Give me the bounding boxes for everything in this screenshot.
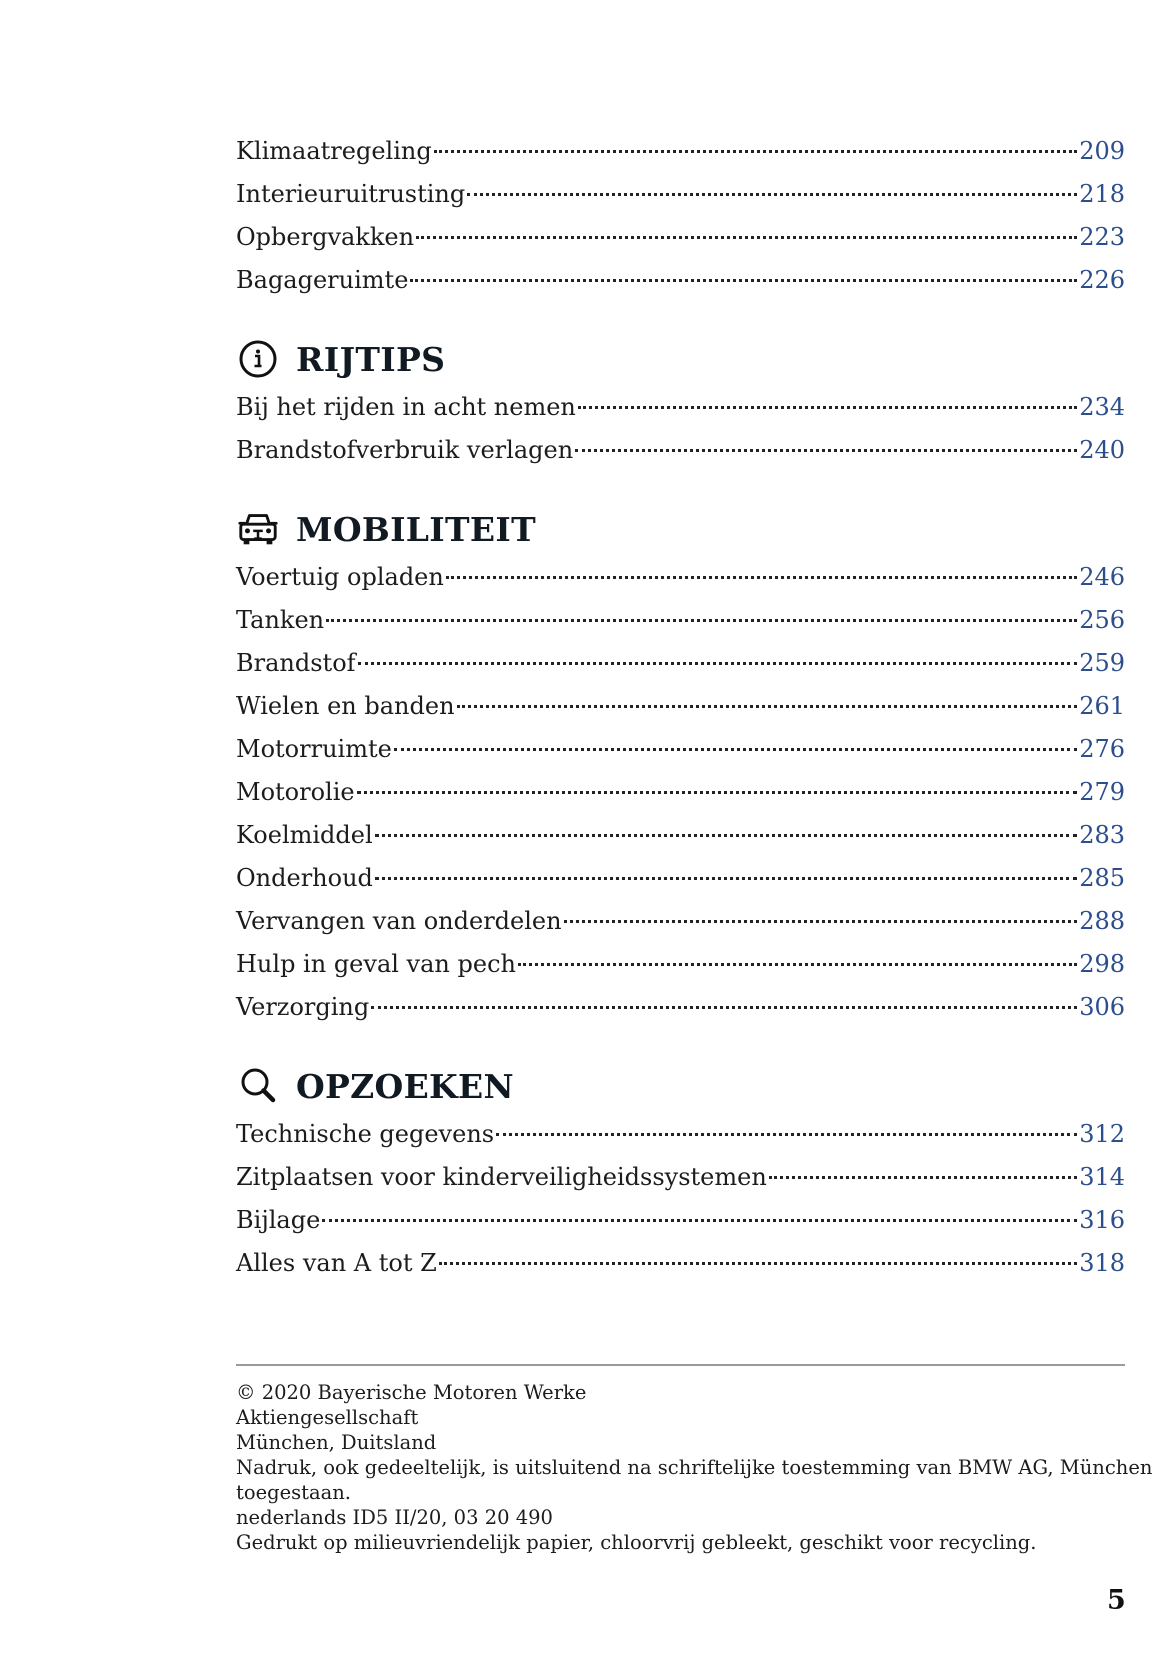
toc-entry-page-link[interactable]: 226 — [1079, 266, 1125, 294]
toc-entry-title: Vervangen van onderdelen — [236, 907, 562, 935]
dot-leader — [439, 1262, 1077, 1265]
section-heading[interactable] — [236, 504, 1125, 554]
toc-section-rijtips — [236, 334, 1125, 472]
imprint-location: München, Duitsland — [236, 1431, 437, 1454]
dot-leader — [578, 406, 1077, 409]
toc-entry-title: Brandstofverbruik verlagen — [236, 436, 574, 464]
dot-leader — [769, 1176, 1077, 1179]
toc-entry-title: Opbergvakken — [236, 223, 415, 251]
dot-leader — [416, 236, 1077, 239]
toc-entry-title: Motorolie — [236, 778, 355, 806]
toc-entry-page-link[interactable]: 288 — [1079, 907, 1125, 935]
section-heading[interactable] — [236, 334, 1125, 384]
imprint-copyright: © 2020 Bayerische Motoren Werke — [236, 1381, 587, 1404]
section-heading[interactable] — [236, 1061, 1125, 1111]
toc-entry[interactable] — [236, 771, 1125, 814]
toc-entry[interactable] — [236, 814, 1125, 857]
toc-entry-page-link[interactable]: 314 — [1079, 1163, 1125, 1191]
dot-leader — [467, 193, 1077, 196]
toc-entry-title: Bijlage — [236, 1206, 321, 1234]
toc-entry[interactable] — [236, 259, 1125, 302]
toc-entry[interactable] — [236, 1156, 1125, 1199]
toc-entry[interactable] — [236, 386, 1125, 429]
toc-entry[interactable] — [236, 685, 1125, 728]
toc-entry-page-link[interactable]: 318 — [1079, 1249, 1125, 1277]
toc-entry-page-link[interactable]: 218 — [1079, 180, 1125, 208]
toc-entry[interactable] — [236, 728, 1125, 771]
toc-entry[interactable] — [236, 986, 1125, 1029]
toc-entry-page-link[interactable]: 209 — [1079, 137, 1125, 165]
dot-leader — [322, 1219, 1077, 1222]
toc-section-mobiliteit — [236, 504, 1125, 1029]
dot-leader — [371, 1006, 1077, 1009]
toc-top-entries — [236, 130, 1125, 302]
page-number: 5 — [1107, 1585, 1126, 1616]
toc-entry-title: Klimaatregeling — [236, 137, 432, 165]
toc-entry-page-link[interactable]: 223 — [1079, 223, 1125, 251]
toc-entry[interactable] — [236, 1242, 1125, 1285]
dot-leader — [358, 662, 1078, 665]
section-title: RIJTIPS — [296, 339, 446, 379]
toc-entry-page-link[interactable]: 285 — [1079, 864, 1125, 892]
toc-entry-title: Bij het rijden in acht nemen — [236, 393, 576, 421]
imprint-company: Aktiengesellschaft — [236, 1406, 419, 1429]
toc-entry-page-link[interactable]: 283 — [1079, 821, 1125, 849]
table-of-contents — [236, 130, 1125, 1285]
toc-entry-page-link[interactable]: 306 — [1079, 993, 1125, 1021]
toc-entry-page-link[interactable]: 279 — [1079, 778, 1125, 806]
toc-entry-title: Tanken — [236, 606, 325, 634]
dot-leader — [434, 150, 1077, 153]
toc-entry-title: Voertuig opladen — [236, 563, 444, 591]
section-title: OPZOEKEN — [296, 1066, 514, 1106]
toc-entry-title: Hulp in geval van pech — [236, 950, 516, 978]
dot-leader — [446, 576, 1077, 579]
imprint-edition: nederlands ID5 II/20, 03 20 490 — [236, 1506, 553, 1529]
dot-leader — [326, 619, 1077, 622]
dot-leader — [457, 705, 1078, 708]
toc-entry[interactable] — [236, 173, 1125, 216]
toc-entry-title: Motorruimte — [236, 735, 392, 763]
dot-leader — [575, 449, 1077, 452]
imprint-reprint-notice-cont: toegestaan. — [236, 1481, 351, 1504]
toc-entry-title: Interieuruitrusting — [236, 180, 466, 208]
toc-entry-page-link[interactable]: 312 — [1079, 1120, 1125, 1148]
toc-entry[interactable] — [236, 216, 1125, 259]
toc-entry[interactable] — [236, 429, 1125, 472]
toc-entry-page-link[interactable]: 259 — [1079, 649, 1125, 677]
toc-entry-title: Technische gegevens — [236, 1120, 495, 1148]
toc-entry-page-link[interactable]: 234 — [1079, 393, 1125, 421]
dot-leader — [410, 279, 1077, 282]
toc-entry-page-link[interactable]: 316 — [1079, 1206, 1125, 1234]
toc-entry-title: Bagageruimte — [236, 266, 409, 294]
dot-leader — [394, 748, 1077, 751]
toc-section-opzoeken — [236, 1061, 1125, 1285]
info-circle-icon — [236, 337, 280, 381]
dot-leader — [375, 877, 1077, 880]
toc-entry[interactable] — [236, 556, 1125, 599]
toc-entry-page-link[interactable]: 276 — [1079, 735, 1125, 763]
car-front-icon — [236, 507, 280, 551]
dot-leader — [496, 1133, 1077, 1136]
toc-entry-page-link[interactable]: 240 — [1079, 436, 1125, 464]
toc-entry-page-link[interactable]: 246 — [1079, 563, 1125, 591]
toc-entry[interactable] — [236, 943, 1125, 986]
toc-entry[interactable] — [236, 900, 1125, 943]
toc-entry-title: Onderhoud — [236, 864, 373, 892]
toc-entry-page-link[interactable]: 261 — [1079, 692, 1125, 720]
imprint-reprint-notice: Nadruk, ook gedeeltelijk, is uitsluitend na schriftelijke toestemming van BMW AG, München — [236, 1456, 1153, 1479]
toc-entry-page-link[interactable]: 298 — [1079, 950, 1125, 978]
dot-leader — [518, 963, 1077, 966]
toc-entry[interactable] — [236, 130, 1125, 173]
toc-entry-title: Wielen en banden — [236, 692, 455, 720]
toc-entry-title: Zitplaatsen voor kinderveiligheidssystemen — [236, 1163, 767, 1191]
dot-leader — [357, 791, 1078, 794]
toc-entry-title: Brandstof — [236, 649, 356, 677]
toc-entry[interactable] — [236, 599, 1125, 642]
toc-entry[interactable] — [236, 642, 1125, 685]
toc-entry-page-link[interactable]: 256 — [1079, 606, 1125, 634]
magnifier-icon — [236, 1064, 280, 1108]
toc-entry-title: Alles van A tot Z — [236, 1249, 437, 1277]
imprint-paper-notice: Gedrukt op milieuvriendelijk papier, chloorvrij gebleekt, geschikt voor recycling. — [236, 1531, 1037, 1554]
dot-leader — [375, 834, 1078, 837]
toc-entry[interactable] — [236, 857, 1125, 900]
toc-entry[interactable] — [236, 1113, 1125, 1156]
toc-entry-title: Verzorging — [236, 993, 370, 1021]
imprint-footer — [236, 1380, 1153, 1555]
toc-entry-title: Koelmiddel — [236, 821, 373, 849]
footer-divider — [236, 1364, 1125, 1366]
toc-entry[interactable] — [236, 1199, 1125, 1242]
dot-leader — [564, 920, 1078, 923]
section-title: MOBILITEIT — [296, 509, 536, 549]
